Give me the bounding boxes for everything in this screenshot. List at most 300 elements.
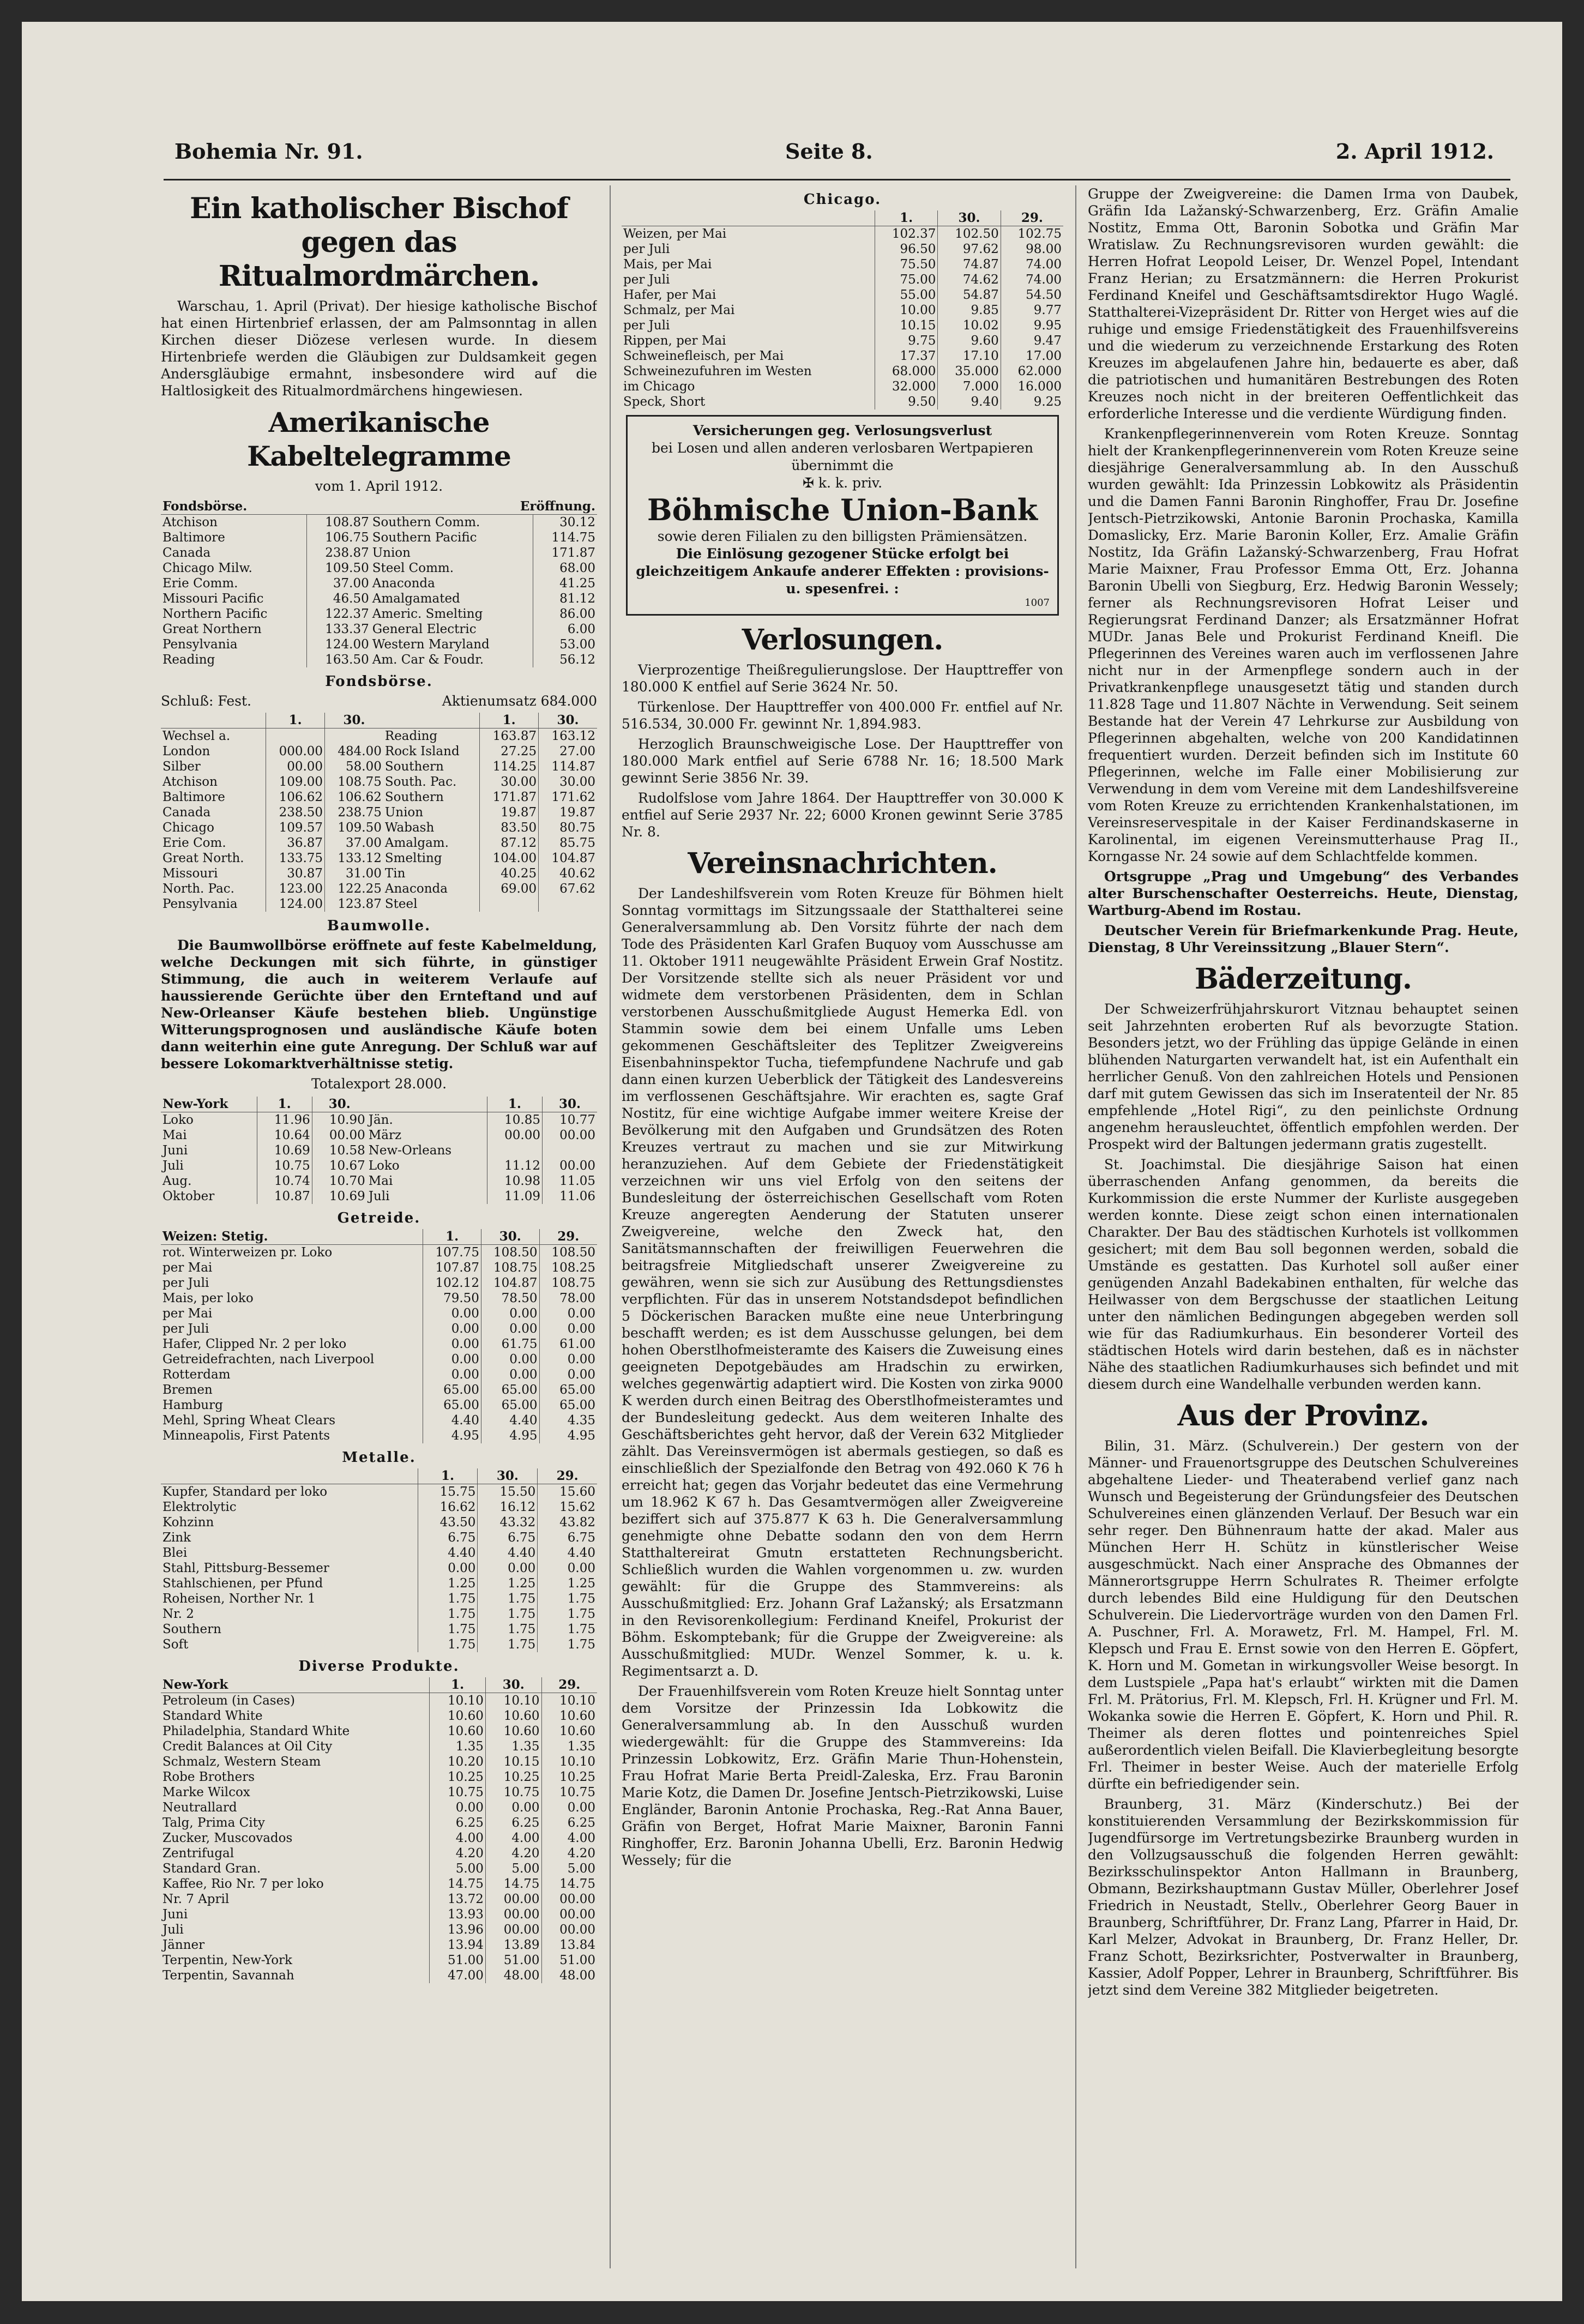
table-cell-number: 0.00 xyxy=(481,1352,539,1367)
table-chicago xyxy=(622,210,1063,410)
table-cell-number: 107.75 xyxy=(423,1245,481,1261)
table-cell-label: Mehl, Spring Wheat Clears xyxy=(162,1413,336,1428)
table-cell-number: 98.00 xyxy=(1001,242,1063,257)
article-text-bishop: Warschau, 1. April (Privat). Der hiesige katholische Bischof hat einen Hirtenbrief erlassen, der am Palmsonntag in allen Kirchen dieser Diözese verlesen wurde. In diesem Hirtenbriefe werden die Gläubigen zur Duldsamkeit gegen Andersgläubige ermahnt, insbesondere wird auf die Haltlosigkeit des Ritualmordmärchens hingewiesen. xyxy=(161,298,597,399)
verein-item: Ortsgruppe „Prag und Umgebung“ des Verbandes alter Burschenschafter Oesterreichs. Heute, Dienstag, Wartburg-Abend im Rostau. xyxy=(1088,869,1519,918)
table-row xyxy=(161,1754,597,1769)
table-cell-number: 0.00 xyxy=(539,1352,597,1367)
table-cell-number: 4.40 xyxy=(481,1413,539,1428)
table-cell-label: Pensylvania xyxy=(162,897,238,911)
table-cell-label: Nr. 2 xyxy=(162,1607,194,1621)
table-body xyxy=(161,1484,597,1653)
table-cell-number: 9.60 xyxy=(938,333,1001,348)
table-cell-number: 124.00 xyxy=(307,637,371,652)
table-cell-label: Terpentin, Savannah xyxy=(162,1968,294,1983)
table-cell-number: 108.87 xyxy=(307,515,371,531)
table-cell-number: 1.75 xyxy=(478,1606,538,1622)
table-row xyxy=(161,1367,597,1382)
table-cell-label: Atchison xyxy=(162,775,218,789)
table-cell-number: 104.00 xyxy=(480,851,539,866)
verein-item: Der Frauenhilfsverein vom Roten Kreuze hielt Sonntag unter dem Vorsitze der Prinzessin Ida Lobkowitz die Generalversammlung ab. In den Ausschuß wurden wiedergewählt: für die Gruppe des Stammvereins: Ida Prinzessin Lobkowitz, Erz. Gräfin Marie Thun-Hohenstein, Frau Hofrat Marie Berta Preidl-Zaleska, Erz. Frau Baronin Marie Kotz, die Damen Dr. Josefine Jentsch-Pietrzikowski, Luise Engländer, Baronin Antonie Prochaska, Reg.-Rat Anna Bauer, Gräfin von Berget, Hofrat Marie Maixner, Baronin Fanni Ringhoffer, Erz. Baronin Johanna Ubelli, Erz. Baronin Hedwig Wessely; für die xyxy=(622,1683,1063,1868)
table-cell-label: Southern xyxy=(384,790,444,804)
table-cell-number: 108.50 xyxy=(539,1245,597,1261)
table-cell-number: 7.000 xyxy=(938,379,1001,394)
table-cell-label: im Chicago xyxy=(623,380,695,394)
table-head: Fondsbörse. xyxy=(161,499,307,515)
table-cell-number: 74.00 xyxy=(1001,272,1063,287)
verlosung-item: Türkenlose. Der Haupttreffer von 400.000 Fr. entfiel auf Nr. 516.534, 30.000 Fr. gewinnt Nr. 1,894.983. xyxy=(622,699,1063,732)
table-cell-number: 75.50 xyxy=(875,257,937,272)
table-cell-label: Union xyxy=(372,546,411,560)
table-title-metalle: Metalle. xyxy=(342,1449,416,1466)
advertisement-union-bank xyxy=(626,415,1059,616)
table-row xyxy=(161,744,597,759)
table-cell-number: 171.87 xyxy=(480,790,539,805)
table-cell-number: 1.75 xyxy=(478,1622,538,1637)
table-cell-number: 19.87 xyxy=(539,805,597,820)
table-cell-label: per Juli xyxy=(162,1276,209,1290)
table-cell-number: 6.25 xyxy=(430,1815,486,1831)
table-cell-number: 30. xyxy=(325,713,383,728)
table-cell-number: 51.00 xyxy=(430,1953,486,1968)
table-cell-number: 17.10 xyxy=(938,348,1001,364)
page-number: Seite 8. xyxy=(785,139,873,164)
table-cell-number xyxy=(487,1143,542,1158)
table-row xyxy=(161,1398,597,1413)
table-row xyxy=(161,1413,597,1428)
table-cell-number: 109.00 xyxy=(266,774,325,790)
table-cell-label: Schweinezufuhren im Westen xyxy=(623,364,812,378)
table-cell-label: Smelting xyxy=(384,851,442,865)
table-cell-number: 00.00 xyxy=(542,1158,597,1173)
eagle-icon: ✠ xyxy=(802,475,818,491)
table-cell-number: 1.75 xyxy=(418,1591,478,1606)
table-row xyxy=(161,1922,597,1937)
table-cell-number: 4.00 xyxy=(485,1831,541,1846)
ad-line: ✠ k. k. priv. xyxy=(802,475,883,491)
table-cell-number: 10.85 xyxy=(487,1112,542,1128)
table-cell-label: Philadelphia, Standard White xyxy=(162,1724,350,1738)
table-cell-number: 35.000 xyxy=(938,364,1001,379)
table-cell-number: 00.00 xyxy=(542,1128,597,1143)
ad-line: Die Einlösung gezogener Stücke erfolgt bei gleichzeitigem Ankaufe anderer Effekten : provisions- u. spesenfrei. : xyxy=(636,546,1049,597)
table-cell-label: per Mai xyxy=(162,1307,213,1321)
table-cell-number: 30.00 xyxy=(480,774,539,790)
ad-line: bei Losen und allen anderen verlosbaren Wertpapieren übernimmt die xyxy=(652,440,1033,473)
newspaper-page xyxy=(22,22,1562,2301)
table-cell-number: 106.62 xyxy=(266,790,325,805)
table-row xyxy=(161,1382,597,1398)
table-cell-number: 53.00 xyxy=(533,637,597,652)
table-cell-number: 29. xyxy=(541,1677,597,1693)
table-cell-number: 80.75 xyxy=(539,820,597,835)
table-cell-number: 10.70 xyxy=(312,1173,366,1189)
table-cell-number: 83.50 xyxy=(480,820,539,835)
table-cell-number: 11.09 xyxy=(487,1189,542,1204)
table-cell-number: 6.00 xyxy=(533,622,597,637)
table-cell-label: Hafer, Clipped Nr. 2 per loko xyxy=(162,1337,347,1351)
table-cell-number: 10.75 xyxy=(541,1785,597,1800)
table-cell-number: 238.87 xyxy=(307,545,371,561)
table-row xyxy=(161,1128,597,1143)
table-cell-number: 9.25 xyxy=(1001,394,1063,410)
table-cell-number: 0.00 xyxy=(478,1561,538,1576)
table-cell-label: rot. Winterweizen pr. Loko xyxy=(162,1245,333,1260)
table-cell-number: 0.00 xyxy=(423,1321,481,1336)
table-cell-number: 30.00 xyxy=(539,774,597,790)
table-cell-number: 1. xyxy=(266,713,325,728)
table-cell-number: 14.75 xyxy=(430,1876,486,1892)
table-cell-number: 56.12 xyxy=(533,652,597,667)
table-cell-number: 9.77 xyxy=(1001,303,1063,318)
table-cell-label: per Juli xyxy=(623,273,670,287)
section-heading-baederzeitung: Bäderzeitung. xyxy=(1195,962,1412,996)
table-cell-label: Getreidefrachten, nach Liverpool xyxy=(162,1352,375,1366)
table-cell-label: Americ. Smelting xyxy=(372,607,483,621)
table-cell-number: 29. xyxy=(538,1468,597,1484)
table-cell-number: 85.75 xyxy=(539,835,597,851)
table-row xyxy=(161,1785,597,1800)
table-cell-number: 122.37 xyxy=(307,606,371,622)
table-body xyxy=(622,226,1063,410)
table-cell-label: Mais, per Mai xyxy=(623,257,712,272)
table-cell-number: 19.87 xyxy=(480,805,539,820)
table-cell-label: Blei xyxy=(162,1546,188,1560)
table-row xyxy=(622,333,1063,348)
table-diverse xyxy=(161,1677,597,1983)
table-cell-label: Southern Pacific xyxy=(372,531,477,545)
table-row xyxy=(161,1484,597,1500)
table-cell-label: Kaffee, Rio Nr. 7 per loko xyxy=(162,1877,324,1891)
table-cell-number: 97.62 xyxy=(938,242,1001,257)
table-cell-number: 10.60 xyxy=(430,1724,486,1739)
table-row xyxy=(161,1275,597,1291)
table-cell-number: 15.62 xyxy=(538,1500,597,1515)
table-cell-number: 10.75 xyxy=(430,1785,486,1800)
table-cell-number: 10.75 xyxy=(257,1158,312,1173)
table-cell-number: 87.12 xyxy=(480,835,539,851)
table-cell-label: Schmalz, Western Steam xyxy=(162,1755,321,1769)
table-cell-number: 5.00 xyxy=(541,1861,597,1876)
table-cell-number: 0.00 xyxy=(430,1800,486,1815)
table-cell-number: 163.50 xyxy=(307,652,371,667)
table-row xyxy=(161,1892,597,1907)
table-cell-number: 1.75 xyxy=(538,1591,597,1606)
table-cell-number: 11.96 xyxy=(257,1112,312,1128)
table-cell-number: 10.58 xyxy=(312,1143,366,1158)
table-cell-number: 13.94 xyxy=(430,1937,486,1953)
table-row xyxy=(161,1291,597,1306)
table-cell-label: Aug. xyxy=(162,1174,192,1188)
table-row xyxy=(161,1861,597,1876)
table-cell-number: 5.00 xyxy=(485,1861,541,1876)
table-baumwolle xyxy=(161,1097,597,1204)
table-cell-number: 10.02 xyxy=(938,318,1001,333)
table-cell-label: Rock Island xyxy=(384,744,460,758)
table-cell-number: 163.87 xyxy=(480,728,539,744)
table-cell-number xyxy=(539,896,597,912)
table-cell-number: 10.15 xyxy=(875,318,937,333)
table-cell-label: Bremen xyxy=(162,1383,213,1397)
table-cell-label: Weizen: Stetig. xyxy=(161,1229,423,1245)
table-cell-label: Anaconda xyxy=(372,576,435,591)
table-cell-number: 108.25 xyxy=(539,1260,597,1275)
table-cell-label: Western Maryland xyxy=(372,637,490,652)
table-cell-number: 102.50 xyxy=(938,226,1001,242)
table-cell-number: 104.87 xyxy=(481,1275,539,1291)
table-row xyxy=(161,728,597,744)
table-cell-number: 0.00 xyxy=(485,1800,541,1815)
table-cell-number: 4.00 xyxy=(541,1831,597,1846)
baumwolle-total: Totalexport 28.000. xyxy=(311,1076,447,1092)
table-row xyxy=(161,1352,597,1367)
table-cell-number: 104.87 xyxy=(539,851,597,866)
ad-title: Böhmische Union-Bank xyxy=(647,492,1038,527)
table-cell-label: Schmalz, per Mai xyxy=(623,303,735,317)
table-cell-label: London xyxy=(162,744,210,758)
table-cell-number: 10.60 xyxy=(430,1708,486,1724)
table-cell-number: 9.85 xyxy=(938,303,1001,318)
table-cell-number: 133.37 xyxy=(307,622,371,637)
table-row xyxy=(161,1306,597,1321)
table-cell-number: 4.40 xyxy=(538,1545,597,1561)
table-cell-number: 51.00 xyxy=(485,1953,541,1968)
table-cell-number: 30.12 xyxy=(533,515,597,531)
table-row xyxy=(161,790,597,805)
table-row xyxy=(161,805,597,820)
table-cell-number: 69.00 xyxy=(480,881,539,896)
table-row xyxy=(161,1173,597,1189)
table-cell-number: 9.50 xyxy=(875,394,937,410)
table-cell-number: 1.75 xyxy=(418,1637,478,1652)
table-cell-number: 13.72 xyxy=(430,1892,486,1907)
table-cell-number: 10.10 xyxy=(541,1754,597,1769)
table-cell-number: 171.62 xyxy=(539,790,597,805)
table-body xyxy=(161,1245,597,1444)
table-cell-label: Canada xyxy=(162,546,211,560)
table-title-chicago: Chicago. xyxy=(803,191,882,208)
table-cell-number: 1.35 xyxy=(485,1739,541,1754)
table-cell-number: 1.35 xyxy=(541,1739,597,1754)
table-cell-number: 54.87 xyxy=(938,287,1001,303)
table-cell-number: 30. xyxy=(481,1229,539,1245)
table-cell-number: 30. xyxy=(312,1097,366,1112)
table-cell-label: Juni xyxy=(162,1143,188,1158)
table-cell-number: 14.75 xyxy=(541,1876,597,1892)
table-cell-number: 11.05 xyxy=(542,1173,597,1189)
table-cell-number: 11.12 xyxy=(487,1158,542,1173)
table-cell-label: Mais, per loko xyxy=(162,1291,254,1305)
table-cell-label: Juli xyxy=(162,1923,184,1937)
table-cell-number: 41.25 xyxy=(533,576,597,591)
table-row xyxy=(161,606,597,622)
table-row xyxy=(161,1112,597,1128)
table-row xyxy=(161,1158,597,1173)
ad-code: 1007 xyxy=(1025,597,1050,609)
table-cell-number: 108.75 xyxy=(325,774,383,790)
table-cell-number: 37.00 xyxy=(307,576,371,591)
table-cell-number: 1.75 xyxy=(418,1622,478,1637)
table-cell-number: 9.40 xyxy=(938,394,1001,410)
table-cell-label: Silber xyxy=(162,760,201,774)
table-cell-label: Missouri xyxy=(162,866,218,881)
table-row xyxy=(161,545,597,561)
table-cell-number: 15.50 xyxy=(478,1484,538,1500)
table-body xyxy=(161,515,597,668)
table-cell-label: Terpentin, New-York xyxy=(162,1953,292,1967)
table-cell-label: General Electric xyxy=(372,622,477,636)
table-cell-number: 40.25 xyxy=(480,866,539,881)
table-cell-label: Juli xyxy=(162,1159,184,1173)
table-cell-label: Robe Brothers xyxy=(162,1770,255,1784)
table-cell-label: Rotterdam xyxy=(162,1368,231,1382)
table-cell-number: 0.00 xyxy=(423,1306,481,1321)
baumwolle-text: Die Baumwollbörse eröffnete auf feste Kabelmeldung, welche Deckungen mit sich führte, in günstiger Stimmung, die auch in weiterem Verlaufe auf haussierende Gerüchte über den Ernteftand und auf New-Orleanser Käufe bestehen blieb. Ungünstige Witterungsprognosen und ausländische Käufe boten dann weiterhin eine gute Anregung. Der Schluß war auf bessere Lokomarktverhältnisse stetig. xyxy=(161,937,597,1071)
table-cell-number: 78.50 xyxy=(481,1291,539,1306)
table-cell-label: Loko xyxy=(162,1113,194,1127)
table-cell-number: 61.00 xyxy=(539,1336,597,1352)
table-cell-number: 10.20 xyxy=(430,1754,486,1769)
table-cell-label: Stahl, Pittsburg-Bessemer xyxy=(162,1561,329,1575)
table-cell-label: Erie Comm. xyxy=(162,576,238,591)
table-cell-label: Hafer, per Mai xyxy=(623,288,716,302)
provinz-item: Braunberg, 31. März (Kinderschutz.) Bei der konstituierenden Versammlung der Bezirkskommission für Jugendfürsorge im Vertretungsbezirke Braunberg wurden in den Vollzugsausschuß die folgenden Herren gewählt: Bezirksschulinspektor Anton Hallmann in Braunberg, Obmann, Bezirkshauptmann Gustav Müller, Oberlehrer Josef Friedrich in Neustadt, Stellv., Oberlehrer Georg Bauer in Braunberg, Schriftführer, Dr. Franz Lang, Pfarrer in Haid, Dr. Karl Melzer, Advokat in Braunberg, Dr. Franz Heller, Dr. Franz Schott, Bezirksrichter, Postverwalter in Braunberg, Kassier, Adolf Popper, Lehrer in Braunberg, Schriftführer. Bis jetzt sind dem Vereine 382 Mitglieder beigetreten. xyxy=(1088,1796,1519,1998)
verein-item-continued: Gruppe der Zweigvereine: die Damen Irma von Daubek, Gräfin Ida Lažanský-Schwarzenberg, Erz. Gräfin Amalie Nostitz, Emma Ott, Baronin Sobotka und Gräfin Mar Wratislaw. Zu Rechnungsrevisoren wurden gewählt: die Herren Hofrat Leopold Leiser, Dr. Wenzel Popel, Intendant Franz Herian; zu Ersatzmännern: die Herren Prokurist Ferdinand Kneifel und Geschäftsamtsdirektor Hugo Waglé. Statthalterei-Vizepräsident Dr. Ritter von Herget wies auf die ruhige und emsige Friedenstätigkeit des Frauenhilfsvereins und die wiederum zu verzeichnende Erstarkung des Roten Kreuzes im abgelaufenen Jahre hin, bedauerte es aber, daß die patriotischen und humanitären Bestrebungen des Roten Kreuzes noch nicht in der breiteren Oeffentlichkeit das erforderliche Interesse und die verdiente Würdigung finden. xyxy=(1088,186,1519,422)
table-cell-number: 00.00 xyxy=(541,1922,597,1937)
table-cell-number: 29. xyxy=(539,1229,597,1245)
table-cell-number: 00.00 xyxy=(312,1128,366,1143)
table-cell-label xyxy=(367,1097,487,1112)
table-row xyxy=(161,530,597,545)
issue-date: 2. April 1912. xyxy=(1335,139,1494,164)
table-row xyxy=(161,652,597,667)
table-cell-label: Southern xyxy=(384,760,444,774)
table-cell-label: Southern xyxy=(162,1622,221,1636)
table-row xyxy=(622,394,1063,410)
table-cell-label: März xyxy=(368,1128,402,1142)
table-cell-label: Soft xyxy=(162,1637,189,1652)
fondsboerse-turnover: Aktienumsatz 684.000 xyxy=(442,693,597,709)
column-2 xyxy=(622,185,1063,2268)
table-cell-label: Atchison xyxy=(162,515,218,529)
table-cell-label: Canada xyxy=(162,805,211,820)
table-cell-number: 15.75 xyxy=(418,1484,478,1500)
table-cell-number: 109.57 xyxy=(266,820,325,835)
table-row xyxy=(161,1622,597,1637)
table-cell-label: Union xyxy=(384,805,424,820)
table-cell-label: Amalgamated xyxy=(372,592,460,606)
table-cell-label: Chicago Milw. xyxy=(162,561,252,575)
table-cell-number: 106.62 xyxy=(325,790,383,805)
table-cell-number: 1. xyxy=(430,1677,486,1693)
table-cell-label: Baltimore xyxy=(162,531,225,545)
table-cell-number: 1. xyxy=(480,713,539,728)
table-cell-number: 108.75 xyxy=(481,1260,539,1275)
table-row xyxy=(161,835,597,851)
table-cell-number xyxy=(542,1143,597,1158)
table-cell-number: 133.75 xyxy=(266,851,325,866)
article-headline-bishop: Ein katholischer Bischof gegen das Ritualmordmärchen. xyxy=(190,192,568,293)
section-heading-cable: Amerikanische Kabeltelegramme xyxy=(247,406,511,472)
fondsboerse-close: Schluß: Fest. xyxy=(161,693,251,709)
table-cell-number: 1.75 xyxy=(478,1591,538,1606)
table-cell-number: 10.60 xyxy=(485,1724,541,1739)
table-cell-number: 10.60 xyxy=(541,1724,597,1739)
table-cell-number: 96.50 xyxy=(875,242,937,257)
table-cell-label: Amalgam. xyxy=(384,836,449,850)
table-cell-number: 10.10 xyxy=(485,1693,541,1709)
table-cell-number: 27.00 xyxy=(539,744,597,759)
table-row xyxy=(161,1846,597,1861)
table-cell-number: 10.60 xyxy=(541,1708,597,1724)
table-cell-number: 13.89 xyxy=(485,1937,541,1953)
table-cell-number: 11.06 xyxy=(542,1189,597,1204)
table-cell-number: 65.00 xyxy=(539,1382,597,1398)
table-row xyxy=(161,1606,597,1622)
table-row xyxy=(161,896,597,912)
table-fondsboerse-close xyxy=(161,713,597,912)
table-cell-number: 30. xyxy=(485,1677,541,1693)
table-cell-number: 123.87 xyxy=(325,896,383,912)
table-cell-number: 109.50 xyxy=(307,561,371,576)
table-row xyxy=(161,1937,597,1953)
table-cell-label: South. Pac. xyxy=(384,775,457,789)
table-cell-number: 13.96 xyxy=(430,1922,486,1937)
table-cell-label: Tin xyxy=(384,866,406,881)
table-cell-number: 0.00 xyxy=(539,1306,597,1321)
table-cell-number: 9.47 xyxy=(1001,333,1063,348)
table-head: Eröffnung. xyxy=(371,499,597,515)
table-cell-number: 1. xyxy=(257,1097,312,1112)
table-cell-number: 65.00 xyxy=(481,1382,539,1398)
table-row xyxy=(622,287,1063,303)
table-cell-number: 65.00 xyxy=(539,1398,597,1413)
table-cell-number: 43.82 xyxy=(538,1515,597,1530)
table-cell-number: 9.75 xyxy=(875,333,937,348)
table-row xyxy=(161,1591,597,1606)
table-cell-number: 102.12 xyxy=(423,1275,481,1291)
table-cell-label: Jänner xyxy=(162,1938,205,1952)
table-cell-label: Hamburg xyxy=(162,1398,223,1412)
table-cell-number: 10.87 xyxy=(257,1189,312,1204)
table-cell-number: 43.50 xyxy=(418,1515,478,1530)
table-cell-number: 15.60 xyxy=(538,1484,597,1500)
table-cell-number: 10.10 xyxy=(541,1693,597,1709)
table-cell-number: 47.00 xyxy=(430,1968,486,1983)
table-cell-label: Marke Wilcox xyxy=(162,1785,250,1799)
table-cell-number: 122.25 xyxy=(325,881,383,896)
table-cell-label: Petroleum (in Cases) xyxy=(162,1694,295,1708)
table-cell-number: 1.75 xyxy=(478,1637,538,1652)
table-cell-number: 10.69 xyxy=(312,1189,366,1204)
table-cell-number: 4.95 xyxy=(481,1428,539,1443)
table-cell-number: 10.00 xyxy=(875,303,937,318)
table-cell-number xyxy=(325,728,383,744)
table-cell-label: per Mai xyxy=(162,1261,213,1275)
table-cell-number: 4.40 xyxy=(418,1545,478,1561)
table-cell-label: Talg, Prima City xyxy=(162,1816,265,1830)
table-row xyxy=(161,1545,597,1561)
section-heading-vereinsnachrichten: Vereinsnachrichten. xyxy=(688,847,997,880)
table-row xyxy=(161,1876,597,1892)
table-cell-label: New-York xyxy=(161,1097,257,1112)
table-cell-number: 9.95 xyxy=(1001,318,1063,333)
table-cell-number: 00.00 xyxy=(541,1892,597,1907)
table-cell-number: 1.75 xyxy=(418,1606,478,1622)
table-cell-label: Great Northern xyxy=(162,622,262,636)
table-cell-number: 0.00 xyxy=(539,1321,597,1336)
table-cell-label: Northern Pacific xyxy=(162,607,268,621)
